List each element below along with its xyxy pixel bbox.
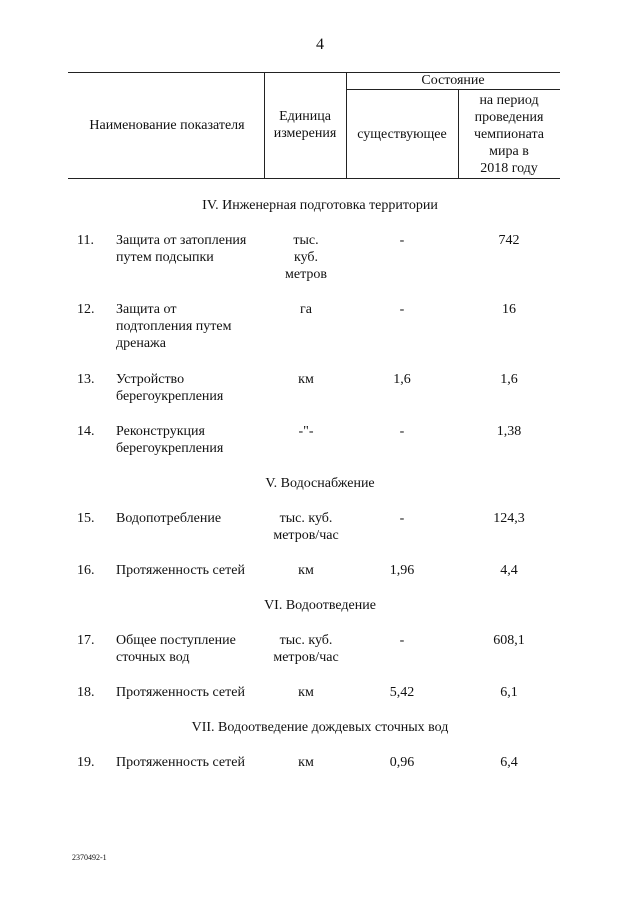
row-existing: 1,6 bbox=[393, 372, 411, 387]
row-period: 1,38 bbox=[496, 424, 522, 439]
row-unit bbox=[266, 423, 346, 440]
row-existing: 0,96 bbox=[389, 755, 415, 770]
row-period: 1,6 bbox=[500, 372, 518, 387]
row-unit-line: км bbox=[298, 685, 314, 700]
header-period-line: 2018 году bbox=[480, 161, 538, 176]
row-name-line: Протяженность сетей bbox=[116, 685, 245, 700]
header-existing: существующее bbox=[357, 127, 447, 142]
section-title: VII. Водоотведение дождевых сточных вод bbox=[191, 720, 449, 735]
row-name-line: путем подсыпки bbox=[116, 250, 214, 265]
row-name-line: Устройство bbox=[116, 372, 185, 387]
row-period: 16 bbox=[502, 302, 516, 317]
row-name bbox=[116, 232, 266, 266]
row-unit bbox=[266, 754, 346, 771]
row-unit-line: га bbox=[300, 302, 312, 317]
header-state: Состояние bbox=[421, 73, 485, 88]
row-name bbox=[116, 562, 266, 579]
header-period-line: мира в bbox=[489, 144, 529, 159]
row-unit bbox=[266, 371, 346, 388]
state-divider bbox=[346, 89, 560, 90]
row-existing: - bbox=[399, 424, 405, 439]
row-number: 18. bbox=[77, 685, 95, 700]
row-name bbox=[116, 754, 266, 771]
row-unit-line: тыс. куб. bbox=[279, 633, 333, 648]
header-unit-line: измерения bbox=[273, 126, 337, 141]
header-name: Наименование показателя bbox=[89, 118, 245, 133]
row-number: 14. bbox=[77, 424, 95, 439]
row-existing: 5,42 bbox=[389, 685, 415, 700]
row-name-line: Общее поступление bbox=[116, 633, 236, 648]
row-existing: 1,96 bbox=[389, 563, 415, 578]
header-period-line: чемпионата bbox=[474, 127, 544, 142]
row-unit-line: км bbox=[298, 563, 314, 578]
page-number: 4 bbox=[316, 36, 324, 53]
row-name-line: берегоукрепления bbox=[116, 389, 224, 404]
row-name-line: Протяженность сетей bbox=[116, 563, 245, 578]
row-name-line: берегоукрепления bbox=[116, 441, 224, 456]
section-title: IV. Инженерная подготовка территории bbox=[202, 198, 438, 213]
header-unit bbox=[264, 108, 346, 142]
row-number: 15. bbox=[77, 511, 95, 526]
row-name bbox=[116, 423, 266, 457]
row-unit-line: тыс. bbox=[293, 233, 319, 248]
row-number: 13. bbox=[77, 372, 95, 387]
document-code: 2370492-1 bbox=[72, 853, 107, 862]
row-name bbox=[116, 301, 266, 352]
row-existing: - bbox=[399, 511, 405, 526]
row-existing: - bbox=[399, 633, 405, 648]
row-unit bbox=[266, 301, 346, 318]
row-existing: - bbox=[399, 233, 405, 248]
row-name-line: Защита от bbox=[116, 302, 177, 317]
row-name bbox=[116, 684, 266, 701]
header-bottom-rule bbox=[68, 178, 560, 179]
row-unit bbox=[266, 562, 346, 579]
row-unit-line: куб. bbox=[293, 250, 319, 265]
row-period: 124,3 bbox=[493, 511, 525, 526]
row-period: 6,4 bbox=[500, 755, 518, 770]
row-period: 742 bbox=[498, 233, 520, 248]
row-number: 17. bbox=[77, 633, 95, 648]
row-name-line: сточных вод bbox=[116, 650, 190, 665]
row-period: 6,1 bbox=[500, 685, 518, 700]
row-name-line: Реконструкция bbox=[116, 424, 205, 439]
row-unit-line: метров bbox=[285, 267, 327, 282]
row-name bbox=[116, 632, 266, 666]
row-number: 12. bbox=[77, 302, 95, 317]
row-number: 11. bbox=[77, 233, 94, 248]
row-existing: - bbox=[399, 302, 405, 317]
row-unit-line: тыс. куб. bbox=[279, 511, 333, 526]
row-name bbox=[116, 510, 266, 527]
row-number: 16. bbox=[77, 563, 95, 578]
header-period-line: проведения bbox=[474, 110, 544, 125]
section-title: V. Водоснабжение bbox=[265, 476, 375, 491]
row-name-line: Протяженность сетей bbox=[116, 755, 245, 770]
row-name bbox=[116, 371, 266, 405]
row-unit-line: -"- bbox=[298, 424, 314, 439]
row-name-line: подтопления путем bbox=[116, 319, 232, 334]
row-unit-line: км bbox=[298, 372, 314, 387]
row-period: 608,1 bbox=[493, 633, 525, 648]
header-period bbox=[458, 92, 560, 177]
row-unit-line: метров/час bbox=[273, 650, 339, 665]
row-unit-line: км bbox=[298, 755, 314, 770]
row-name-line: дренажа bbox=[116, 336, 166, 351]
row-period: 4,4 bbox=[500, 563, 518, 578]
section-title: VI. Водоотведение bbox=[264, 598, 376, 613]
row-unit bbox=[266, 632, 346, 666]
row-unit bbox=[266, 510, 346, 544]
row-name-line: Защита от затопления bbox=[116, 233, 247, 248]
header-unit-line: Единица bbox=[279, 109, 331, 124]
header-period-line: на период bbox=[479, 93, 539, 108]
row-unit bbox=[266, 232, 346, 283]
row-name-line: Водопотребление bbox=[116, 511, 222, 526]
row-number: 19. bbox=[77, 755, 95, 770]
row-unit bbox=[266, 684, 346, 701]
row-unit-line: метров/час bbox=[273, 528, 339, 543]
